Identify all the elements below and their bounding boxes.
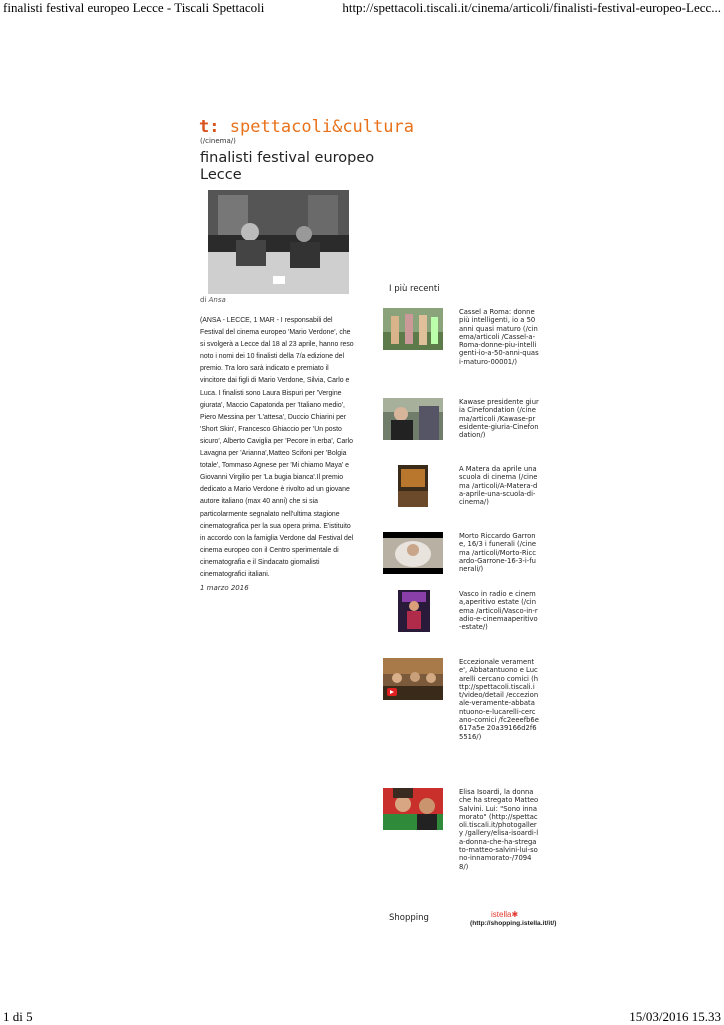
recent-thumbnail[interactable]: [383, 398, 443, 440]
print-header-url: http://spettacoli.tiscali.it/cinema/articoli/finalisti-festival-europeo-Lecc...: [342, 0, 721, 15]
article-credit: [200, 296, 226, 304]
recent-thumbnail[interactable]: [398, 465, 428, 507]
recent-item-text[interactable]: Morto Riccardo Garrone, 16/3 i funerali (/cinema /articoli/Morto-Riccardo-Garrone-16-3-i-funerali/): [459, 532, 537, 574]
print-footer-datetime: 15/03/2016 15.33: [629, 1009, 721, 1024]
thumbnail-image: [383, 308, 443, 350]
recent-thumbnail[interactable]: [398, 590, 430, 632]
photo-illustration: [208, 190, 349, 294]
logo-prefix: t:: [199, 117, 220, 137]
recent-item-text[interactable]: Eccezionale veramente', Abbatantuono e Lucarelli cercano comici (http://spettacoli.tiscali.it/video/detail /eccezionale-veramente-abbatantuono-e-lucarelli-cercano-comici /fc2eeefb6e617a5e 20a39166d2f65516/): [459, 658, 539, 741]
recent-item-text[interactable]: Vasco in radio e cinema,aperitivo estate (/cinema /articoli/Vasco-in-radio-e-cinemaaperitivo-estate/): [459, 590, 538, 632]
article-date: 1 marzo 2016: [200, 584, 249, 592]
recent-thumbnail[interactable]: [383, 658, 443, 700]
print-footer-page: 1 di 5: [3, 1009, 33, 1024]
logo-text: spettacoli&cultura: [229, 117, 414, 137]
istella-logo[interactable]: [491, 910, 518, 919]
recent-item-text[interactable]: Kawase presidente giuria Cinefondation (/cinema/articoli /Kawase-presidente-giuria-Cinefondation/): [459, 398, 539, 440]
star-icon: ✱: [511, 910, 519, 919]
istella-brand: istella: [491, 910, 512, 919]
site-logo[interactable]: [199, 117, 414, 137]
print-header-title: finalisti festival europeo Lecce - Tiscali Spettacoli: [3, 0, 265, 15]
thumbnail-image: [383, 658, 443, 700]
thumbnail-image: [398, 465, 428, 507]
category-link[interactable]: (/cinema/): [200, 137, 236, 145]
recent-item-text[interactable]: Elisa Isoardi, la donna che ha stregato Matteo Salvini. Lui: "Sono innamorato" (http://spettacoli.tiscali.it/photogallery /gallery/elisa-isoardi-la-donna-che-ha-stregato-matteo-salvini-lui-sono-innamorato-/70948/): [459, 788, 539, 871]
recent-thumbnail[interactable]: [383, 532, 443, 574]
recent-item-text[interactable]: Cassel a Roma: donne più intelligenti, io a 50 anni quasi maturo (/cinema/articoli /Cassel-a-Roma-donne-piu-intelligenti-io-a-50-anni-quasi-maturo-00001/): [459, 308, 539, 366]
thumbnail-image: [383, 532, 443, 574]
credit-source: Ansa: [208, 296, 226, 304]
article-title: finalisti festival europeo Lecce: [200, 150, 375, 183]
shopping-label: Shopping: [389, 913, 429, 923]
istella-link[interactable]: (http://shopping.istella.it/it/): [470, 920, 557, 927]
recent-item-text[interactable]: A Matera da aprile una scuola di cinema (/cinema /articoli/A-Matera-da-aprile-una-scuola-di-cinema/): [459, 465, 538, 507]
recent-thumbnail[interactable]: [383, 308, 443, 350]
thumbnail-image: [383, 788, 443, 830]
recent-thumbnail[interactable]: [383, 788, 443, 830]
recent-heading: I più recenti: [389, 284, 440, 294]
thumbnail-image: [398, 590, 430, 632]
article-photo: [208, 190, 349, 294]
article-body: (ANSA - LECCE, 1 MAR - I responsabili del Festival del cinema europeo 'Mario Verdone', che si svolgerà a Lecce dal 18 al 23 aprile, hanno reso noto i nomi dei 10 finalisti della 7/a edizione del premio. Tra loro sarà indicato e premiato il vincitore dai figli di Mario Verdone, Silvia, Carlo e Luca. I finalisti sono Laura Bispuri per 'Vergine giurata', Maccio Capatonda per 'Italiano medio', Piero Messina per 'L'attesa', Duccio Chiarini per 'Short Skin', Francesco Ghiaccio per 'Un posto sicuro', Alberto Caviglia per 'Pecore in erba', Carlo Lavagna per 'Arianna',Matteo Scifoni per 'Bolgia totale', Tommaso Agnese per 'Mi chiamo Maya' e Giovanni Virgilio per 'La bugia bianca'.Il premio dedicato a Mario Verdone è rivolto ad un giovane autore italiano (max 40 anni) che si sia particolarmente segnalato nell'ultima stagione cinematografica per la sua opera prima. E'istituito in accordo con la famiglia Verdone dal Festival del cinema europeo con il Centro sperimentale di cinematografia e il Sindacato giornalisti cinematografici italiani.: [200, 317, 354, 578]
credit-prefix: di: [200, 296, 207, 304]
thumbnail-image: [383, 398, 443, 440]
